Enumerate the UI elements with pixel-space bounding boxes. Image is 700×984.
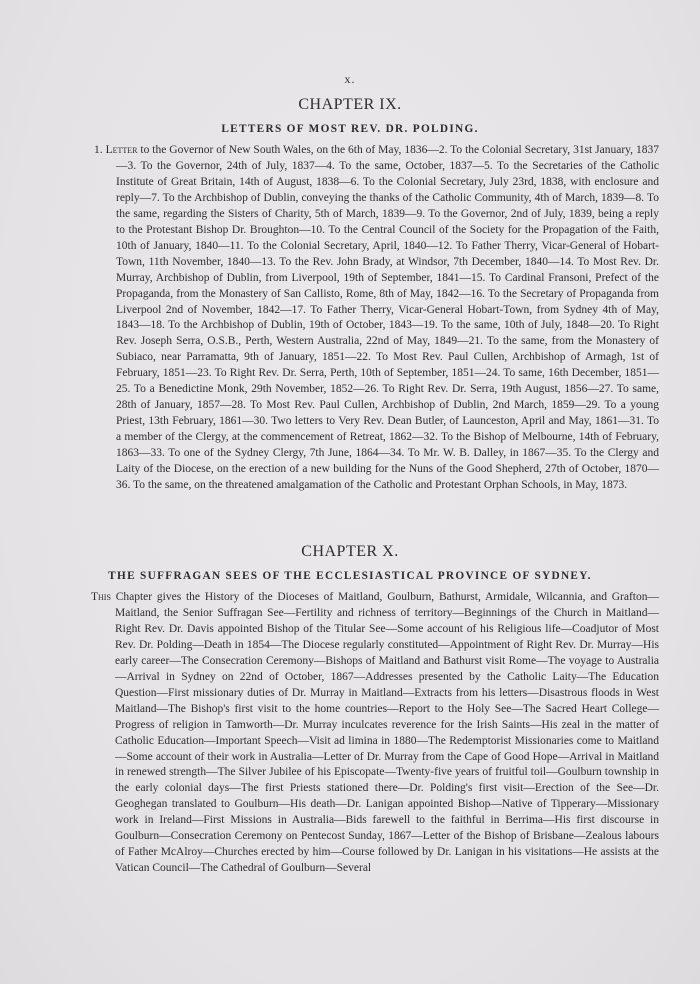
entry-body: Chapter gives the History of the Dioceses of Maitland, Goulburn, Bathurst, Armidale, Wilcannia, and Grafton—Maitland, the Senior Suffragan See—Fertility and richness of territory—Beginnings of the Church in Maitland—Right Rev. Dr. Davis appointed Bishop of the Titular See—Some account of his Religious life—Coadjutor of Most Rev. Dr. Polding—Death in 1854—The Diocese regularly constituted—Appointment of Right Rev. Dr. Murray—His early career—The Consecration Ceremony—Bishops of Maitland and Bathurst visit Rome—The voyage to Australia—Arrival in Sydney on 22nd of October, 1867—Addresses presented by the Catholic Laity—The Education Question—First missionary duties of Dr. Murray in Maitland—Extracts from his letters—Disastrous floods in West Maitland—The Bishop's first visit to the home countries—Report to the Holy See—The Sacred Heart College—Progress of religion in Tamworth—Dr. Murray inculcates reverence for the Irish Saints—His zeal in the matter of Catholic Education—Important Speech—Visit ad limina in 1880—The Redemptorist Missionaries come to Maitland—Some account of their work in Australia—Letter of Dr. Murray from the Cape of Good Hope—Arrival in Maitland in renewed strength—The Silver Jubilee of his Episcopate—Twenty-five years of fruitful toil—Goulburn township in the early colonial days—The first Priests stationed there—Dr. Polding's first visit—Erection of the See—Dr. Geoghegan translated to Goulburn—His death—Dr. Lanigan appointed Bishop—Native of Tipperary—Missionary work in Ireland—First Missions in Australia—Bids farewell to the faithful in Berrima—His first discourse in Goulburn—Consecration Ceremony on Pentecost Sunday, 1867—Letter of the Bishop of Brisbane—Zealous labours of Father McAlroy—Churches erected by him—Course followed by Dr. Lanigan in his visitations—He assists at the Vatican Council—The Cathedral of Goulburn—Several xyxy=(110,591,659,875)
chapter-9-subtitle: LETTERS OF MOST REV. DR. POLDING. xyxy=(221,123,479,135)
entry-lead-word: This xyxy=(91,591,111,603)
entry-number: 1. xyxy=(94,144,103,156)
page-number: x. xyxy=(344,72,356,86)
chapter-9-title: CHAPTER IX. xyxy=(298,96,402,113)
chapter-10-title: CHAPTER X. xyxy=(301,543,399,560)
chapter-10-subtitle: THE SUFFRAGAN SEES OF THE ECCLESIASTICAL PROVINCE OF SYDNEY. xyxy=(108,570,592,582)
entry-lead-word: Letter xyxy=(105,144,138,156)
chapter-10-summary xyxy=(91,590,659,877)
chapter-9-letters-list xyxy=(94,143,659,494)
entry-body: to the Governor of New South Wales, on the 6th of May, 1836—2. To the Colonial Secretary, 31st January, 1837—3. To the Governor, 24th of July, 1837—4. To the same, October, 1837—5. To the Secretaries of the Catholic Institute of Great Britain, 14th of August, 1838—6. To the Colonial Secretary, July 23rd, 1838, with enclosure and reply—7. To the Archbishop of Dublin, conveying the thanks of the Catholic Community, 4th of March, 1839—8. To the same, regarding the Sisters of Charity, 5th of March, 1839—9. To the Governor, 2nd of July, 1839, being a reply to the Protestant Bishop Dr. Broughton—10. To the Central Council of the Society for the Propagation of the Faith, 10th of January, 1840—11. To the Colonial Secretary, April, 1840—12. To Father Therry, Vicar-General of Hobart-Town, 11th November, 1840—13. To the Rev. John Brady, at Windsor, 7th December, 1840—14. To Most Rev. Dr. Murray, Archbishop of Dublin, from Liverpool, 19th of September, 1841—15. To Cardinal Fransoni, Prefect of the Propaganda, from the Monastery of San Callisto, Rome, 8th of May, 1842—16. To the Secretary of Propaganda from Liverpool 2nd of November, 1842—17. To Father Therry, Vicar-General Hobart-Town, from Sydney 4th of May, 1843—18. To the Archbishop of Dublin, 19th of October, 1843—19. To the same, 10th of July, 1848—20. To Right Rev. Joseph Serra, O.S.B., Perth, Western Australia, 22nd of May, 1849—21. To the same, from the Monastery of Subiaco, near Parramatta, 9th of January, 1851—22. To Most Rev. Paul Cullen, Archbishop of Armagh, 1st of February, 1851—23. To Right Rev. Dr. Serra, Perth, 10th of September, 1851—24. To same, 16th December, 1851—25. To a Benedictine Monk, 29th November, 1852—26. To Right Rev. Dr. Serra, 19th August, 1856—27. To same, 28th of January, 1857—28. To Most Rev. Paul Cullen, Archbishop of Dublin, 2nd March, 1859—29. To a young Priest, 13th February, 1861—30. Two letters to Very Rev. Dean Butler, of Launceston, April and May, 1861—31. To a member of the Clergy, at the commencement of Retreat, 1862—32. To the Bishop of Melbourne, 14th of February, 1863—33. To one of the Sydney Clergy, 7th June, 1864—34. To Mr. W. B. Dalley, in 1867—35. To the Clergy and Laity of the Diocese, on the erection of a new building for the Nuns of the Good Shepherd, 27th of October, 1870—36. To the same, on the threatened amalgamation of the Catholic and Protestant Orphan Schools, in May, 1873. xyxy=(116,144,659,492)
